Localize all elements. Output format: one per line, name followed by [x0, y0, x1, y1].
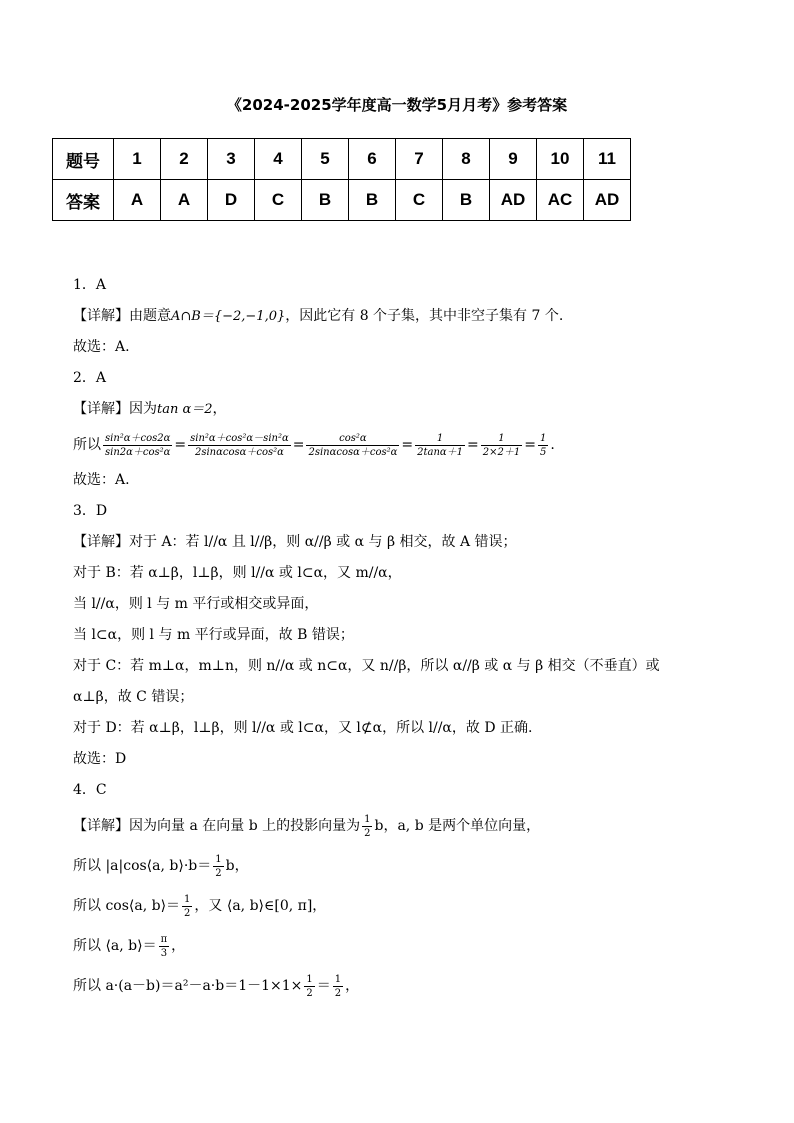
q4-l5-f1-numerator: 1 [306, 973, 313, 985]
q4-l5-f2-numerator: 1 [334, 973, 342, 985]
q1-detail [73, 301, 733, 332]
question-number-row [53, 139, 631, 180]
q2-f5-numerator: 1 [481, 432, 522, 446]
q4-l5-fraction-1 [304, 973, 314, 1000]
q4-line-3 [73, 886, 733, 926]
question-number-cell: 2 [161, 139, 208, 180]
q4-l2-prefix: 所以 |a|cos⟨a, b⟩·b＝ [73, 858, 212, 874]
q4-l3-prefix: 所以 cos⟨a, b⟩＝ [73, 898, 181, 914]
answer-cell: A [161, 180, 208, 221]
question-number-cell: 8 [443, 139, 490, 180]
q2-choice: 故选：A. [73, 472, 130, 488]
q2-f3-denominator: 2sinαcosα＋cos²α [308, 446, 398, 458]
q3-line-5: 对于 C：若 m⊥α，m⊥n，则 n//α 或 n⊂α，又 n//β，所以 α//β 或 α 与 β 相交（不垂直）或 [73, 658, 660, 674]
q4-l5-prefix: 所以 a·(a－b)＝a²－a·b＝1－1×1× [73, 978, 303, 994]
answer-cell: AD [490, 180, 537, 221]
q4-l5-f1-denominator: 2 [306, 987, 313, 999]
q3-choice: 故选：D [73, 751, 127, 767]
q2-so-label: 所以 [73, 437, 101, 453]
question-number-header: 题号 [53, 139, 114, 180]
q4-l4-numerator: π [160, 933, 168, 945]
question-number-cell: 3 [208, 139, 255, 180]
q2-fraction-2 [188, 432, 291, 459]
question-number-cell: 7 [396, 139, 443, 180]
q4-line-5 [73, 966, 733, 1006]
q4-l4-suffix: ， [171, 938, 186, 954]
q2-fraction-1 [103, 432, 172, 459]
q2-heading: 2．A [73, 370, 107, 386]
question-number-cell: 1 [114, 139, 161, 180]
q4-l5-f2-denominator: 2 [334, 987, 342, 999]
answer-cell: A [114, 180, 161, 221]
q4-l4-prefix: 所以 ⟨a, b⟩＝ [73, 938, 157, 954]
answer-cell: C [255, 180, 302, 221]
q2-f1-numerator: sin²α＋cos2α [105, 432, 171, 444]
q2-f2-numerator: sin²α＋cos²α－sin²α [190, 432, 289, 444]
q2-f3-numerator: cos²α [306, 432, 399, 446]
q4-l2-denominator: 2 [215, 867, 222, 879]
q2-detail-suffix: ， [212, 401, 227, 417]
q2-f4-denominator: 2tanα＋1 [417, 446, 464, 458]
q4-l1-fraction [362, 813, 372, 840]
question-number-cell: 11 [584, 139, 631, 180]
q1-heading: 1．A [73, 277, 107, 293]
page-title: 《2024-2025学年度高一数学5月月考》参考答案 [226, 96, 568, 114]
q1-detail-suffix: ，因此它有 8 个子集，其中非空子集有 7 个. [285, 308, 564, 324]
answer-table [52, 138, 631, 221]
q2-f1-denominator: sin2α＋cos²α [105, 446, 171, 458]
q4-l2-suffix: b， [225, 858, 249, 874]
q2-detail [73, 394, 733, 425]
q2-f5-denominator: 2×2＋1 [482, 446, 521, 458]
answer-cell: D [208, 180, 255, 221]
q3-line-7: 对于 D：若 α⊥β，l⊥β，则 l//α 或 l⊂α，又 l⊄α，所以 l//α，故 D 正确. [73, 720, 533, 736]
q4-l1-denominator: 2 [364, 827, 371, 839]
q2-equation: 所以 $\frac{\text{sin²α＋cos2α}}{\text{sin2α＋cos²α}}$ = $\frac{\text{sin²α＋cos²α－sin²α}}{\text{2sinαcosα＋cos²α}}$ = $\frac{\text{cos²α}}{\text{2sinαcosα＋cos²α}}$ = $\frac{1}{2\tan\alpha+1}$ = $\frac{1}{2\times 2+1}$ = $\frac{1}{5}$ . [73, 432, 555, 458]
q2-fraction-4 [415, 432, 465, 459]
q3-line-6: α⊥β，故 C 错误； [73, 689, 194, 705]
answer-cell: C [396, 180, 443, 221]
q4-line-2 [73, 846, 733, 886]
q4-heading: 4．C [73, 782, 107, 798]
q4-l1-prefix: 【详解】因为向量 a 在向量 b 上的投影向量为 [73, 818, 361, 834]
q4-l3-numerator: 1 [184, 893, 191, 905]
q2-f6-numerator: 1 [539, 432, 547, 444]
answer-cell: AD [584, 180, 631, 221]
answer-header: 答案 [53, 180, 114, 221]
q3-line-1: 【详解】对于 A：若 l//α 且 l//β，则 α//β 或 α 与 β 相交，故 A 错误； [73, 534, 517, 550]
q2-fraction-5 [481, 432, 522, 459]
answer-cell: B [302, 180, 349, 221]
answer-cell: B [443, 180, 490, 221]
question-number-cell: 10 [537, 139, 584, 180]
q3-line-2: 对于 B：若 α⊥β，l⊥β，则 l//α 或 l⊂α，又 m//α， [73, 565, 402, 581]
answer-cell: AC [537, 180, 584, 221]
q1-detail-prefix: 【详解】由题意 [73, 308, 171, 324]
q4-l4-denominator: 3 [160, 947, 168, 959]
q4-l4-fraction [159, 933, 170, 960]
question-number-cell: 9 [490, 139, 537, 180]
answer-row [53, 180, 631, 221]
q1-detail-math: A∩B＝{−2,−1,0} [171, 309, 286, 324]
q4-l3-denominator: 2 [184, 907, 191, 919]
q4-l1-numerator: 1 [364, 813, 371, 825]
q2-fraction-6 [538, 432, 548, 459]
q2-f6-denominator: 5 [539, 446, 547, 458]
q2-f2-denominator: 2sinαcosα＋cos²α [194, 446, 284, 458]
q4-l5-mid: ＝ [316, 978, 331, 994]
q4-l2-numerator: 1 [215, 853, 222, 865]
q2-f4-numerator: 1 [415, 432, 465, 446]
question-number-cell: 4 [255, 139, 302, 180]
q4-l3-suffix: ，又 ⟨a, b⟩∈[0, π]， [194, 898, 327, 914]
q4-l1-suffix: b，a, b 是两个单位向量， [374, 818, 541, 834]
q2-detail-prefix: 【详解】因为 [73, 401, 157, 417]
question-number-cell: 6 [349, 139, 396, 180]
q3-line-4: 当 l⊂α，则 l 与 m 平行或异面，故 B 错误； [73, 627, 354, 643]
q4-l5-suffix: ， [345, 978, 360, 994]
q4-l2-fraction [213, 853, 223, 880]
answer-cell: B [349, 180, 396, 221]
q4-l5-fraction-2 [333, 973, 343, 1000]
q4-line-4 [73, 926, 733, 966]
question-number-cell: 5 [302, 139, 349, 180]
q4-line-1 [73, 806, 733, 846]
q3-line-3: 当 l//α，则 l 与 m 平行或相交或异面， [73, 596, 319, 612]
q1-choice: 故选：A. [73, 339, 130, 355]
solution-body [73, 270, 733, 1006]
q2-fraction-3 [306, 432, 399, 459]
q3-heading: 3．D [73, 503, 108, 519]
q4-l3-fraction [182, 893, 192, 920]
q2-detail-math: tan α＝2 [157, 402, 213, 417]
